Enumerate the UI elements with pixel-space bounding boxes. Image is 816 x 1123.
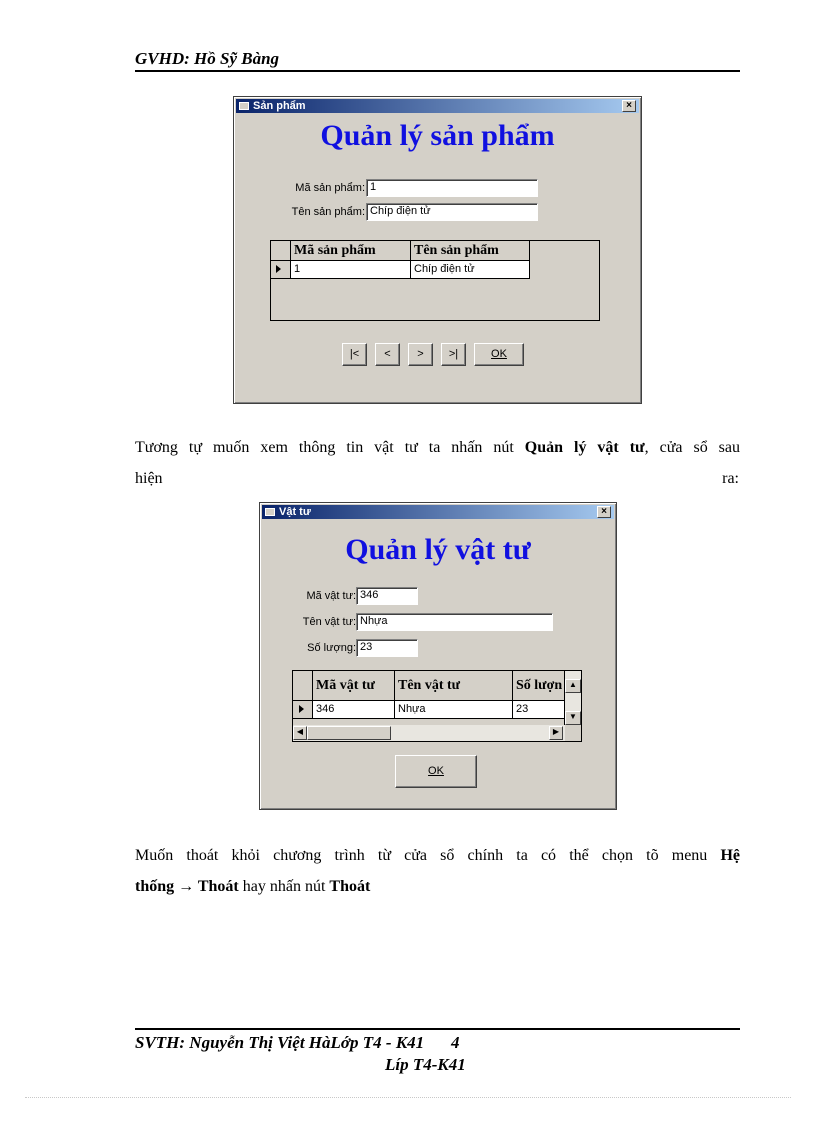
close-button[interactable]: × xyxy=(597,506,611,518)
ok-button-label: OK xyxy=(428,765,444,777)
grid-cell-name[interactable]: Chíp điện tử xyxy=(411,261,530,279)
paragraph-2-bold-1: Hệ xyxy=(720,847,740,864)
paragraph-1-bold: Quản lý vật tư xyxy=(524,439,645,456)
quantity-label: Số lượng: xyxy=(307,642,356,654)
quantity-input[interactable]: 23 xyxy=(356,639,418,657)
product-code-input[interactable]: 1 xyxy=(366,179,538,197)
material-dialog-title: Vật tư xyxy=(279,506,311,518)
row-pointer-icon xyxy=(299,705,304,713)
paragraph-1-line-1 xyxy=(135,438,740,458)
material-code-input[interactable]: 346 xyxy=(356,587,418,605)
paragraph-2-text-end: hay nhấn nút xyxy=(238,878,330,895)
row-pointer-icon xyxy=(276,265,281,273)
grid-header-code[interactable]: Mã vật tư xyxy=(313,671,395,701)
grid-corner xyxy=(271,241,291,261)
scroll-right-icon[interactable]: ▶ xyxy=(549,726,563,740)
vertical-scrollbar[interactable] xyxy=(565,671,581,725)
grid-header-name[interactable]: Tên vật tư xyxy=(395,671,513,701)
scroll-down-icon[interactable]: ▼ xyxy=(565,711,581,725)
row-selector[interactable] xyxy=(293,701,313,719)
product-name-label: Tên sản phẩm: xyxy=(291,206,365,218)
header-rule xyxy=(135,70,740,72)
row-selector[interactable] xyxy=(271,261,291,279)
next-record-button[interactable]: > xyxy=(408,343,433,366)
paragraph-2-text: Muốn thoát khỏi chương trình từ cửa sổ chính ta có thể chọn tõ menu xyxy=(135,847,721,864)
paragraph-2-bold-2: thống → Thoát xyxy=(135,878,239,895)
paragraph-1-line-2-right: ra: xyxy=(722,470,739,487)
window-icon xyxy=(239,102,249,110)
close-button[interactable]: × xyxy=(622,100,636,112)
horizontal-scrollbar[interactable] xyxy=(293,725,565,741)
material-grid[interactable] xyxy=(292,670,582,742)
paragraph-2-bold-3: Thoát xyxy=(329,878,371,895)
ok-button[interactable] xyxy=(395,755,477,788)
last-record-button[interactable]: >| xyxy=(441,343,466,366)
grid-cell-name[interactable]: Nhựa xyxy=(395,701,513,719)
product-dialog-title: Sản phẩm xyxy=(253,100,306,112)
product-code-label: Mã sản phẩm: xyxy=(295,182,365,194)
material-heading: Quản lý vật tư xyxy=(345,533,531,566)
paragraph-1-text: Tương tự muốn xem thông tin vật tư ta nhấn nút xyxy=(135,439,525,456)
page-header: GVHD: Hồ Sỹ Bàng xyxy=(135,49,280,68)
product-dialog-titlebar[interactable] xyxy=(236,99,639,113)
scroll-thumb[interactable] xyxy=(307,726,391,740)
grid-header-quantity[interactable]: Số lượn xyxy=(513,671,565,701)
paragraph-2-line-2 xyxy=(135,877,370,897)
material-name-input[interactable]: Nhựa xyxy=(356,613,553,631)
material-dialog-titlebar[interactable] xyxy=(262,505,614,519)
footer-rule xyxy=(135,1028,740,1030)
first-record-button[interactable]: |< xyxy=(342,343,367,366)
paragraph-1-text-end: , cửa sổ sau xyxy=(644,439,740,456)
material-dialog xyxy=(259,502,617,810)
paragraph-1-line-2-left: hiện xyxy=(135,470,163,487)
ok-button-label: OK xyxy=(491,348,507,360)
page-number: 4 xyxy=(451,1033,460,1052)
product-name-input[interactable]: Chíp điện tử xyxy=(366,203,538,221)
paragraph-2-line-1 xyxy=(135,846,740,866)
grid-cell-code[interactable]: 1 xyxy=(291,261,411,279)
grid-header-name[interactable]: Tên sản phẩm xyxy=(411,241,530,261)
window-icon xyxy=(265,508,275,516)
product-heading: Quản lý sản phẩm xyxy=(320,119,555,152)
footer-author: SVTH: Nguyễn Thị Việt HàLớp T4 - K41 xyxy=(135,1033,425,1052)
material-code-label: Mã vật tư: xyxy=(306,590,356,602)
product-dialog xyxy=(233,96,642,404)
product-grid[interactable] xyxy=(270,240,600,321)
grid-corner xyxy=(293,671,313,701)
page-bottom-border xyxy=(25,1097,791,1098)
scroll-left-icon[interactable]: ◀ xyxy=(293,726,307,740)
scroll-up-icon[interactable]: ▲ xyxy=(565,679,581,693)
grid-header-code[interactable]: Mã sản phẩm xyxy=(291,241,411,261)
ok-button[interactable] xyxy=(474,343,524,366)
material-name-label: Tên vật tư: xyxy=(302,616,356,628)
previous-record-button[interactable]: < xyxy=(375,343,400,366)
footer-class: Líp T4-K41 xyxy=(385,1055,466,1074)
grid-cell-code[interactable]: 346 xyxy=(313,701,395,719)
grid-cell-quantity[interactable]: 23 xyxy=(513,701,565,719)
